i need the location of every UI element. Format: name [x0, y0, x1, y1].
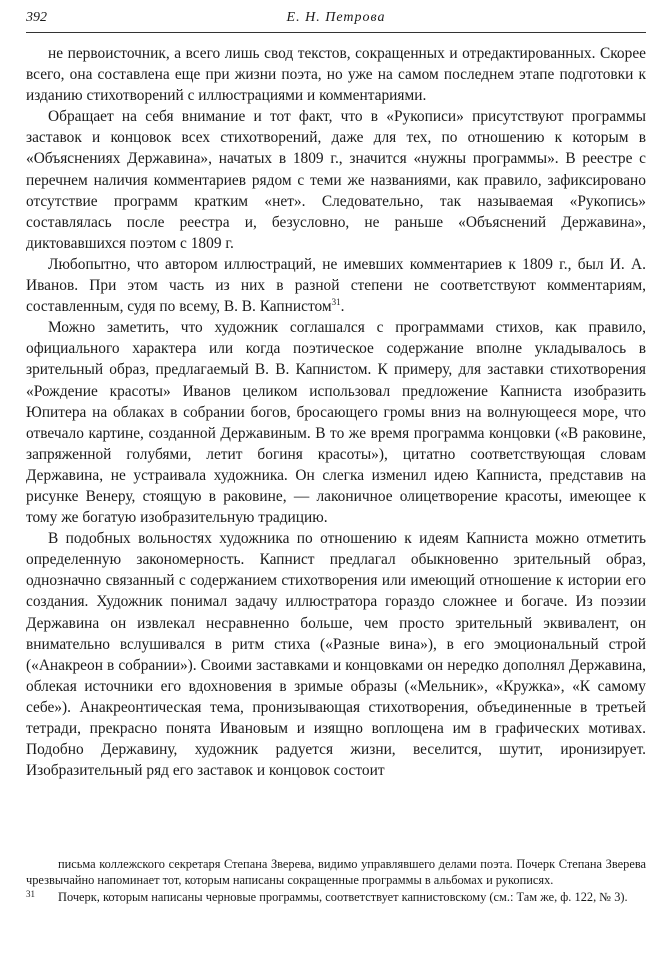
paragraph-1: не первоисточник, а всего лишь свод текстов, сокращенных и отредактированных. Скорее всего, она составлена еще при жизни поэта, но уже на самом последнем этапе подготовки к изданию стихотворений с иллюстрациями и комментариями. [26, 45, 646, 105]
paragraph-2: Обращает на себя внимание и тот факт, что в «Рукописи» присутствуют программы заставок и концовок всех стихотворений, даже для тех, по отношению к которым в «Объяснениях Державина», начатых в 1809 г., значится «нужны программы». В реестре с перечнем наличия комментариев рядом с теми же названиями, как правило, зафиксировано отсутствие программ кратким «нет». Следовательно, так называемая «Рукопись» составлялась после реестра и, безусловно, не раньше «Объяснений Державина», диктовавшихся поэтом с 1809 г. [26, 108, 646, 252]
footnote-ref-31[interactable]: 31 [331, 297, 341, 307]
paragraph-4: Можно заметить, что художник соглашался с программами стихов, как правило, официального характера или когда поэтическое содержание вполне укладывалось в зрительный образ, предлагаемый В. В. Капнистом. К примеру, для заставки стихотворения «Рождение красоты» Иванов целиком использовал предложение Капниста изобразить Юпитера на облаках в собрании богов, бросающего громы вниз на волнующееся море, что отвечало картине, созданной Державиным. В то же время программа концовки («В раковине, запряженной голубями, летит богиня красоты»), цитатно соответствующая словам Державина, не устраивала художника. Он слегка изменил идею Капниста, представив на рисунке Венеру, стоящую в раковине, — лаконичное олицетворение красоты, имеющее к тому же богатую изобразительную традицию. [26, 319, 646, 527]
paragraph-5: В подобных вольностях художника по отношению к идеям Капниста можно отметить определенную закономерность. Капнист предлагал обыкновенно зрительный образ, однозначно связанный с содержанием стихотворения или имеющий отношение к истории его создания. Художник понимал задачу иллюстратора гораздо сложнее и богаче. Из поэзии Державина он извлекал несравненно больше, чем просто зрительный эквивалент, он внимательно вслушивался в ритм стиха («Разные вина»), в его эмоциональный строй («Анакреон в собрании»). Своими заставками и концовками он нередко дополнял Державина, облекая источники его вдохновения в зримые образы («Мельник», «Кружка», «К самому себе»). Анакреонтическая тема, пронизывающая стихотворения, объединенные в третьей тетради, прекрасно понята Ивановым и изящно воплощена им в графических мотивах. Подобно Державину, художник радуется жизни, веселится, шутит, иронизирует. Изобразительный ряд его заставок и концовок состоит [26, 530, 646, 780]
page-header [26, 10, 646, 33]
running-head: Е. Н. Петрова [286, 10, 386, 25]
footnote-31 [26, 889, 646, 905]
footnote-31-text: Почерк, которым написаны черновые программы, соответствует капнистовскому (см.: Там же, ф. 122, № 3). [58, 889, 628, 904]
page-number: 392 [26, 10, 47, 25]
paragraph-3-end: . [340, 298, 345, 316]
footnote-31-number: 31 [26, 888, 35, 899]
footnote-continuation: письма коллежского секретаря Степана Зверева, видимо управлявшего делами поэта. Почерк Степана Зверева чрезвычайно напоминает тот, которым написаны сокращенные программы в альбомах и рукописях. [26, 857, 646, 888]
paragraph-3 [26, 254, 646, 317]
paragraph-3-text: Любопытно, что автором иллюстраций, не имевших комментариев к 1809 г., был И. А. Иванов. При этом часть из них в разной степени не соответствуют комментариям, составленным, судя по всему, В. В. Капнистом [26, 255, 646, 316]
footnotes [26, 856, 646, 905]
body-text [26, 43, 646, 781]
